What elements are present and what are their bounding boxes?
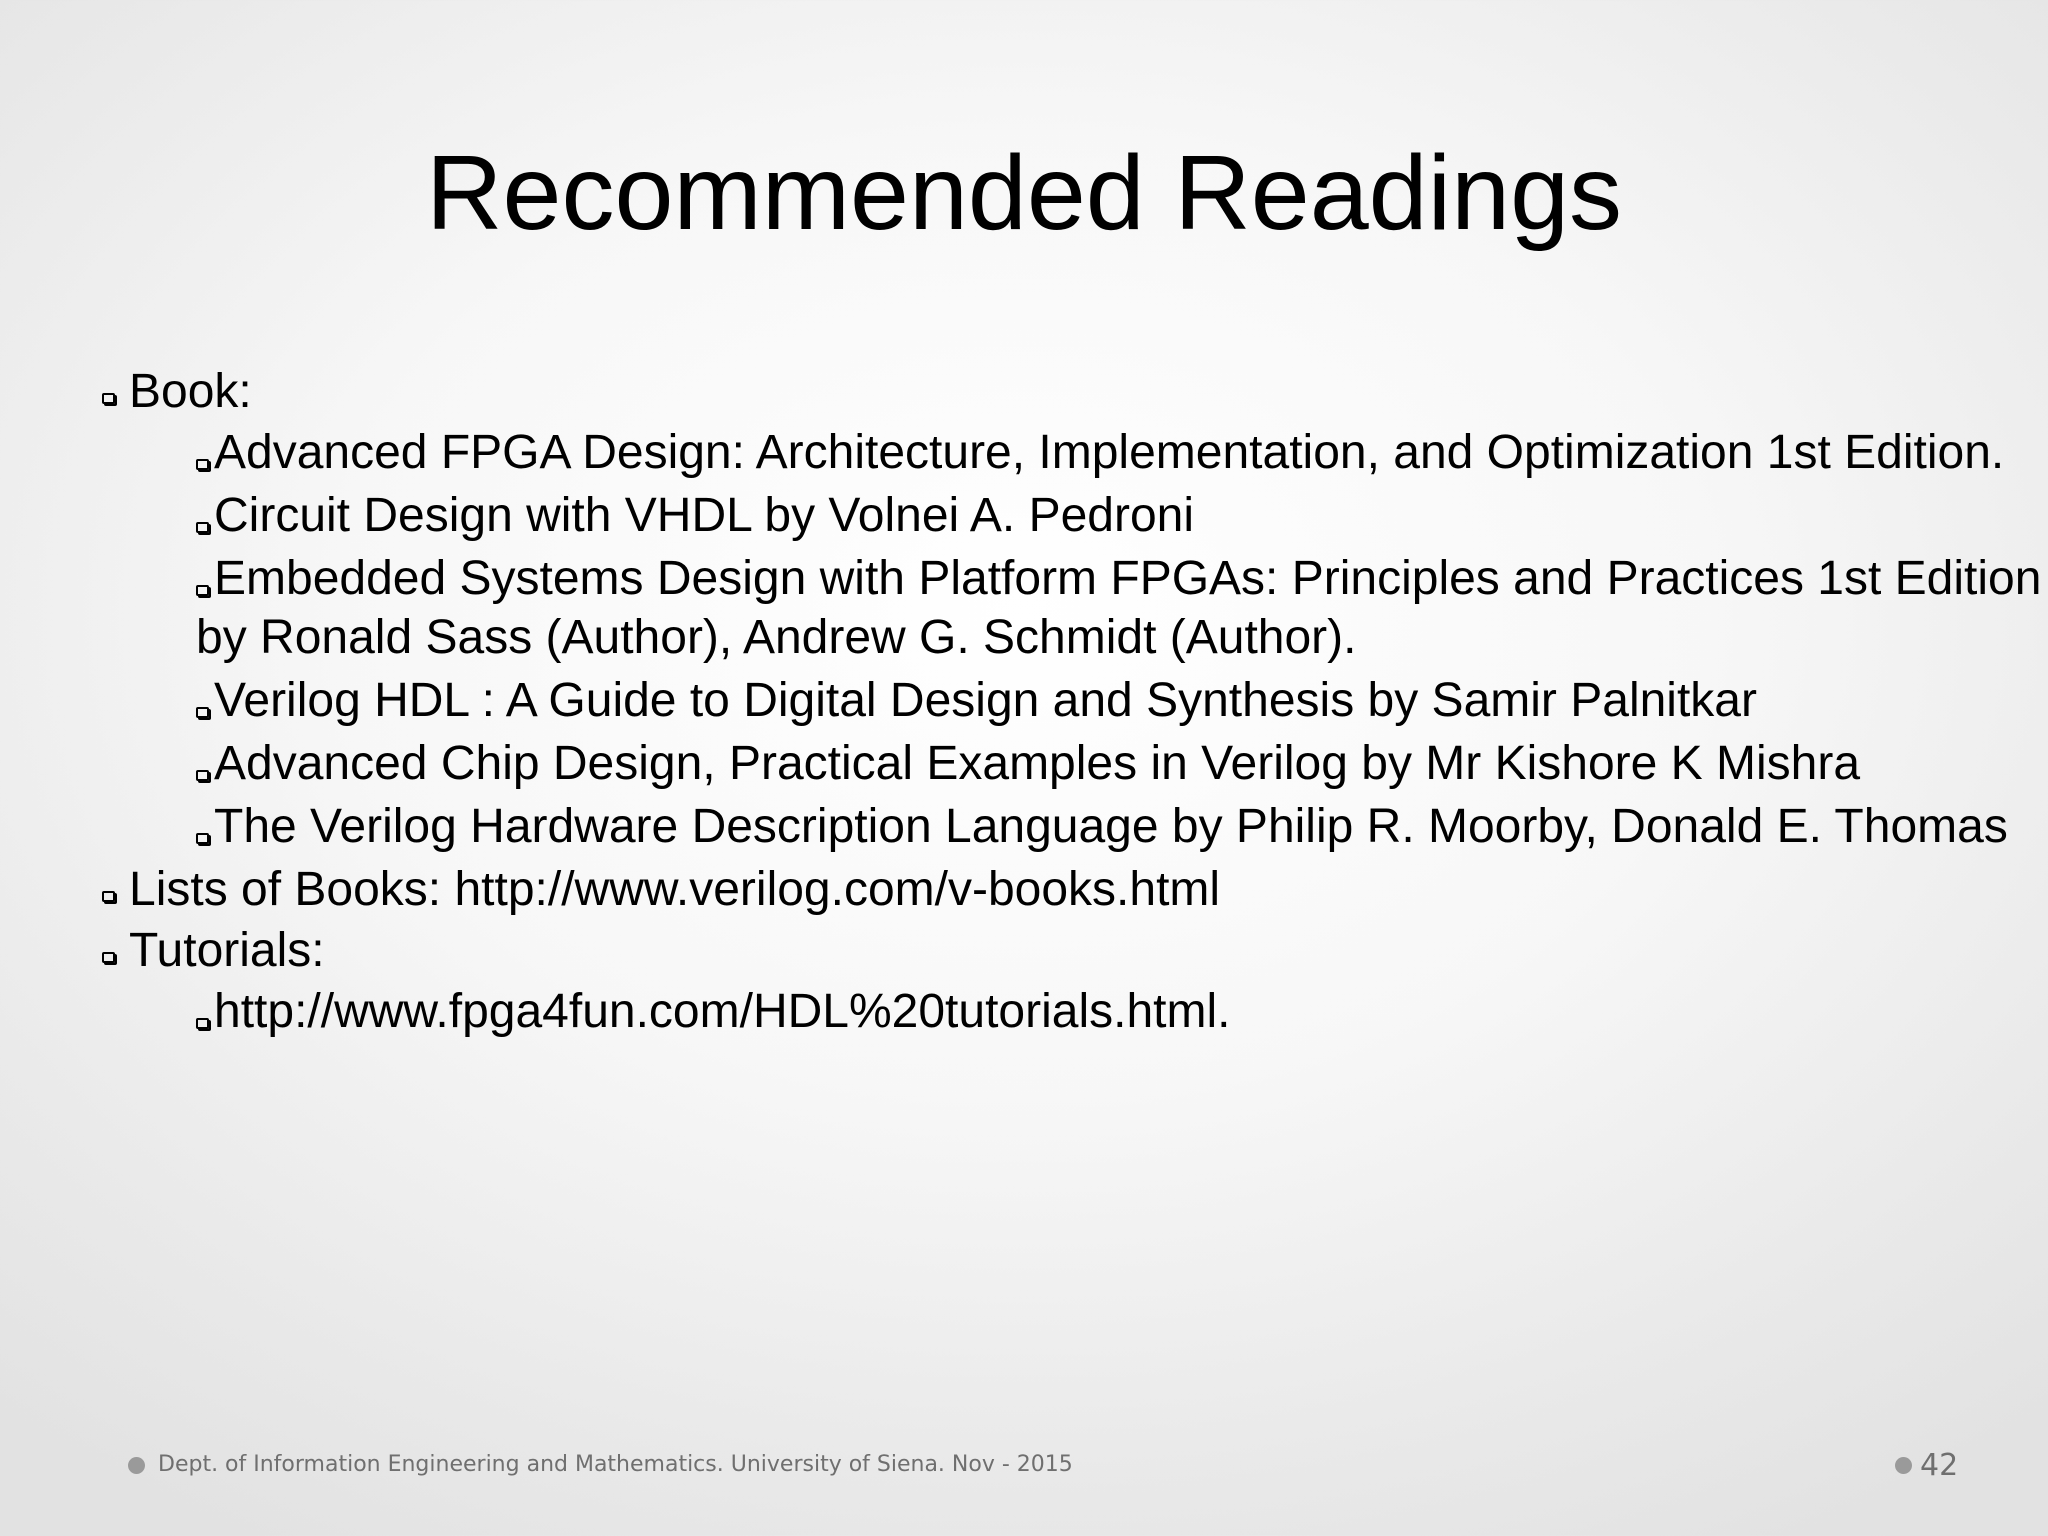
- bullet-label: Book:: [129, 365, 252, 418]
- sub-bullet-text: http://www.fpga4fun.com/HDL%20tutorials.html.: [214, 985, 1231, 1038]
- slide-title: Recommended Readings: [425, 134, 1623, 252]
- slide-body: [100, 362, 2042, 1045]
- bullet-label: Tutorials:: [129, 924, 325, 977]
- square-bullet-icon: [102, 952, 115, 963]
- square-bullet-icon: [102, 891, 115, 902]
- sub-bullet-item: [196, 671, 2048, 730]
- bullet-label: Lists of Books: http://www.verilog.com/v-books.html: [129, 863, 1221, 916]
- sub-bullet-item: [196, 549, 2048, 667]
- page-number: 42: [1920, 1448, 1959, 1483]
- bullet-item-tutorials: [100, 921, 2000, 980]
- sub-bullet-item: [196, 982, 2048, 1041]
- square-bullet-icon: [196, 585, 209, 596]
- sub-bullet-item: [196, 797, 2048, 856]
- bullet-item-book: [100, 362, 2000, 421]
- page-number-dot-icon: [1895, 1457, 1912, 1474]
- square-bullet-icon: [196, 459, 209, 470]
- square-bullet-icon: [196, 833, 209, 844]
- sub-bullet-text: Circuit Design with VHDL by Volnei A. Pedroni: [214, 489, 1195, 542]
- sub-bullet-text: The Verilog Hardware Description Language by Philip R. Moorby, Donald E. Thomas: [214, 800, 2008, 853]
- square-bullet-icon: [196, 1018, 209, 1029]
- square-bullet-icon: [196, 707, 209, 718]
- square-bullet-icon: [196, 770, 209, 781]
- sub-bullet-item: [196, 423, 2048, 482]
- square-bullet-icon: [196, 522, 209, 533]
- square-bullet-icon: [102, 393, 115, 404]
- sub-bullet-text: Advanced FPGA Design: Architecture, Implementation, and Optimization 1st Edition.: [214, 426, 2005, 479]
- sub-bullet-item: [196, 486, 2048, 545]
- sub-bullet-text: Advanced Chip Design, Practical Examples in Verilog by Mr Kishore K Mishra: [214, 737, 1861, 790]
- footer-dot-icon: [128, 1457, 145, 1474]
- bullet-item-lists-of-books: [100, 860, 2000, 919]
- sub-bullet-item: [196, 734, 2048, 793]
- sub-bullet-text: Verilog HDL : A Guide to Digital Design and Synthesis by Samir Palnitkar: [214, 674, 1757, 727]
- footer-text: Dept. of Information Engineering and Mathematics. University of Siena. Nov - 2015: [158, 1452, 1073, 1477]
- sub-bullet-text: Embedded Systems Design with Platform FPGAs: Principles and Practices 1st Edition by Ronald Sass (Author), Andrew G. Schmidt (Author).: [196, 552, 2042, 664]
